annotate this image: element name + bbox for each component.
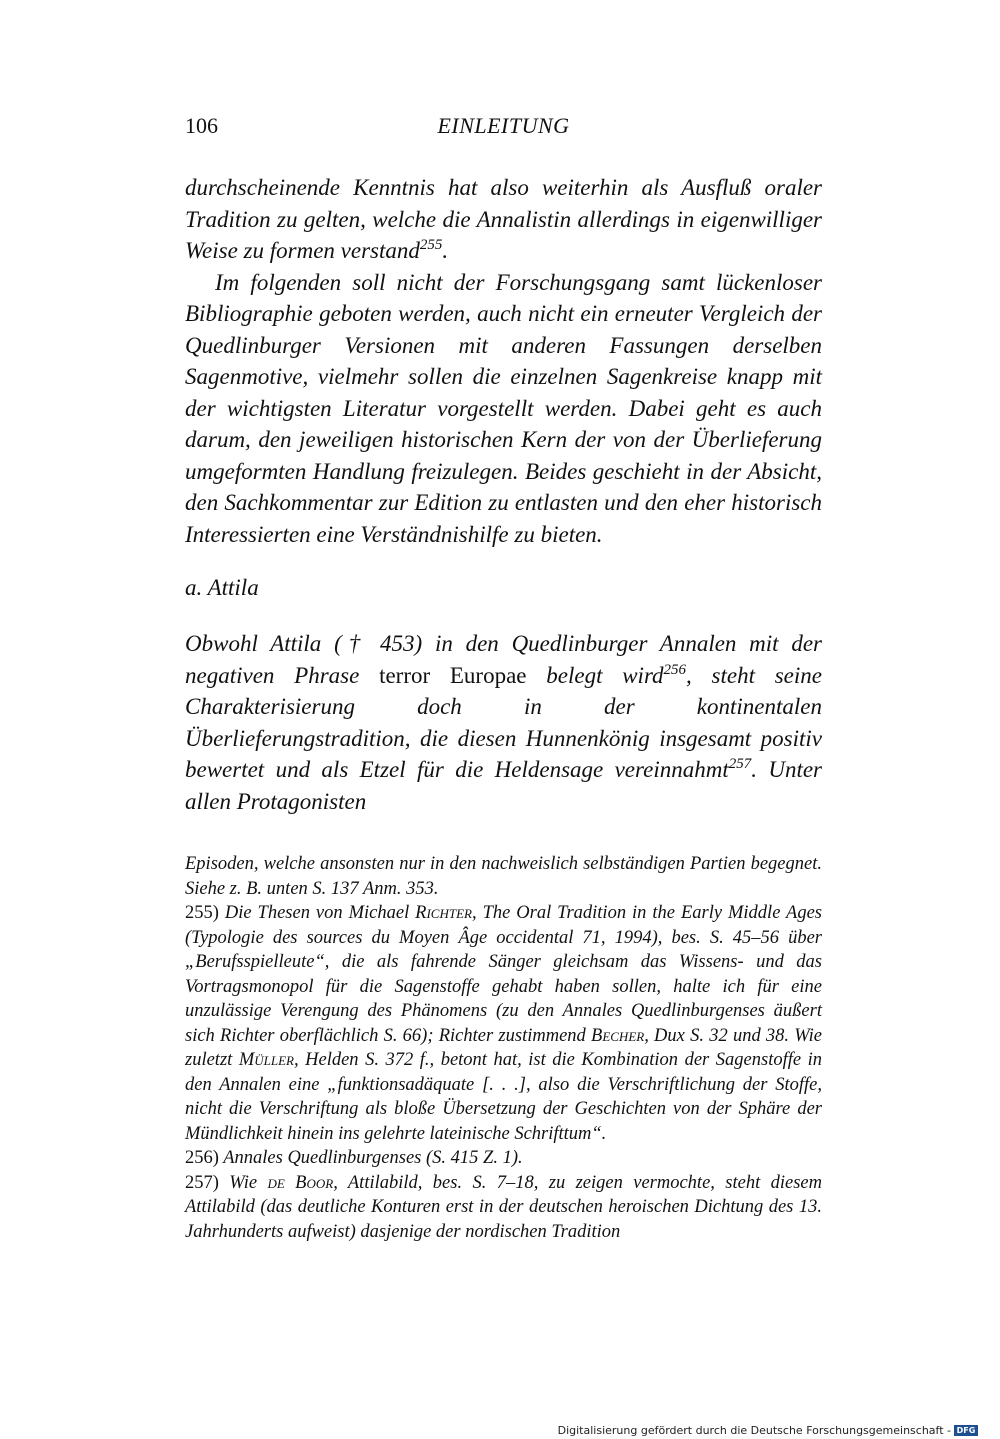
paragraph-1-text: durchscheinende Kenntnis hat also weiterhin als Ausfluß oraler Tradition zu gelten, welche die Annalistin allerdings in eigenwilliger Weise zu formen verstand xyxy=(185,175,822,263)
page-header xyxy=(185,113,822,143)
footnote-continuation: Episoden, welche ansonsten nur in den nachweislich selbständigen Partien begegnet. Siehe z. B. unten S. 137 Anm. 353. xyxy=(185,854,822,899)
footnote-number: 255) xyxy=(185,903,219,923)
footnote-ref-255: 255 xyxy=(419,237,443,253)
author-name: Richter xyxy=(415,903,472,923)
footnote-255-text-d: , Helden S. 372 f., betont hat, ist die Kombination der Sagenstoffe in den Annalen eine „funktionsadäquate [. . .], also die Verschriftlichung der Stoffe, nicht die Verschriftung als bloße Übersetzung der Geschichten von der Sphäre der Mündlichkeit hinein ins gelehrte lateinische Schrifttum“. xyxy=(185,1050,822,1144)
paragraph-1-end: . xyxy=(442,238,449,263)
footnotes xyxy=(185,852,822,1244)
page-number: 106 xyxy=(185,113,218,138)
footer-credit-text: Digitalisierung gefördert durch die Deutsche Forschungsgemeinschaft - xyxy=(557,1424,951,1437)
footnote-257-text-b: , Attilabild, bes. S. 7–18, zu zeigen vermochte, steht diesem Attilabild (das deutliche Konturen erst in der deutschen heroischen Dichtung des 13. Jahrhunderts aufweist) dasjenige der nordischen Tradition xyxy=(185,1172,822,1242)
running-head: EINLEITUNG xyxy=(437,113,570,138)
footnote-ref-256: 256 xyxy=(663,661,687,678)
body-text-block-1 xyxy=(185,172,822,550)
section-heading: a. Attila xyxy=(185,575,259,600)
footnote-ref-257: 257 xyxy=(728,756,752,772)
footnote-256-text: Annales Quedlinburgenses (S. 415 Z. 1). xyxy=(218,1148,523,1168)
footnote-255 xyxy=(185,901,822,1146)
footnote-255-text-a: Die Thesen von Michael xyxy=(218,903,416,923)
footnote-257-text-a: Wie xyxy=(218,1172,268,1193)
body-text-block-2 xyxy=(185,628,822,817)
paragraph-3-text-d: . Unter allen Protagonisten xyxy=(185,757,822,814)
footnote-255-text-c: , Dux S. 32 und 38. Wie zuletzt xyxy=(185,1025,823,1070)
footnote-255-text-b: , The Oral Tradition in the Early Middle Ages (Typologie des sources du Moyen Âge occidental 71, 1994), bes. S. 45–56 über „Berufsspielleute“, die als fahrende Sänger gleichsam das Wissens- und das Vortragsmonopol für die Sagenstoffe gehabt haben sollen, halte ich für eine unzulässige Verengung des Phänomens (zu den Annales Quedlinburgenses äußert sich Richter oberflächlich S. 66); Richter zustimmend xyxy=(185,903,822,1046)
paragraph-3 xyxy=(185,628,822,817)
footer-credit xyxy=(558,1424,978,1437)
paragraph-1 xyxy=(185,172,822,267)
author-name: de Boor xyxy=(267,1172,334,1193)
latin-quote: terror Europae xyxy=(379,662,527,688)
footnote-number: 257) xyxy=(185,1172,219,1193)
paragraph-3-text-b: belegt wird xyxy=(526,662,664,688)
paragraph-2: Im folgenden soll nicht der Forschungsgang samt lückenloser Bibliographie geboten werden, auch nicht ein erneuter Vergleich der Quedlinburger Versionen mit anderen Fassungen derselben Sagenmotive, vielmehr sollen die einzelnen Sagenkreise knapp mit der wichtigsten Literatur vorgestellt werden. Dabei geht es auch darum, den jeweiligen historischen Kern der von der Überlieferung umgeformten Handlung freizulegen. Beides geschieht in der Absicht, den Sachkommentar zur Edition zu entlasten und den eher historisch Interessierten eine Verständnishilfe zu bieten. xyxy=(185,269,822,547)
paragraph-3-text-a: Obwohl Attila († 453) in den Quedlinburger Annalen mit der negativen Phrase xyxy=(185,631,822,688)
author-name: Müller xyxy=(238,1050,294,1070)
author-name: Becher xyxy=(591,1025,645,1046)
footnote-257 xyxy=(185,1171,822,1245)
dfg-logo-icon: DFG xyxy=(954,1425,978,1436)
paragraph-3-text-c: , steht seine Charakterisierung doch in der kontinentalen Überlieferungstradition, die diesen Hunnenkönig insgesamt positiv bewertet und als Etzel für die Heldensage vereinnahmt xyxy=(185,662,822,782)
footnote-256 xyxy=(185,1146,822,1171)
footnote-number: 256) xyxy=(185,1148,219,1168)
